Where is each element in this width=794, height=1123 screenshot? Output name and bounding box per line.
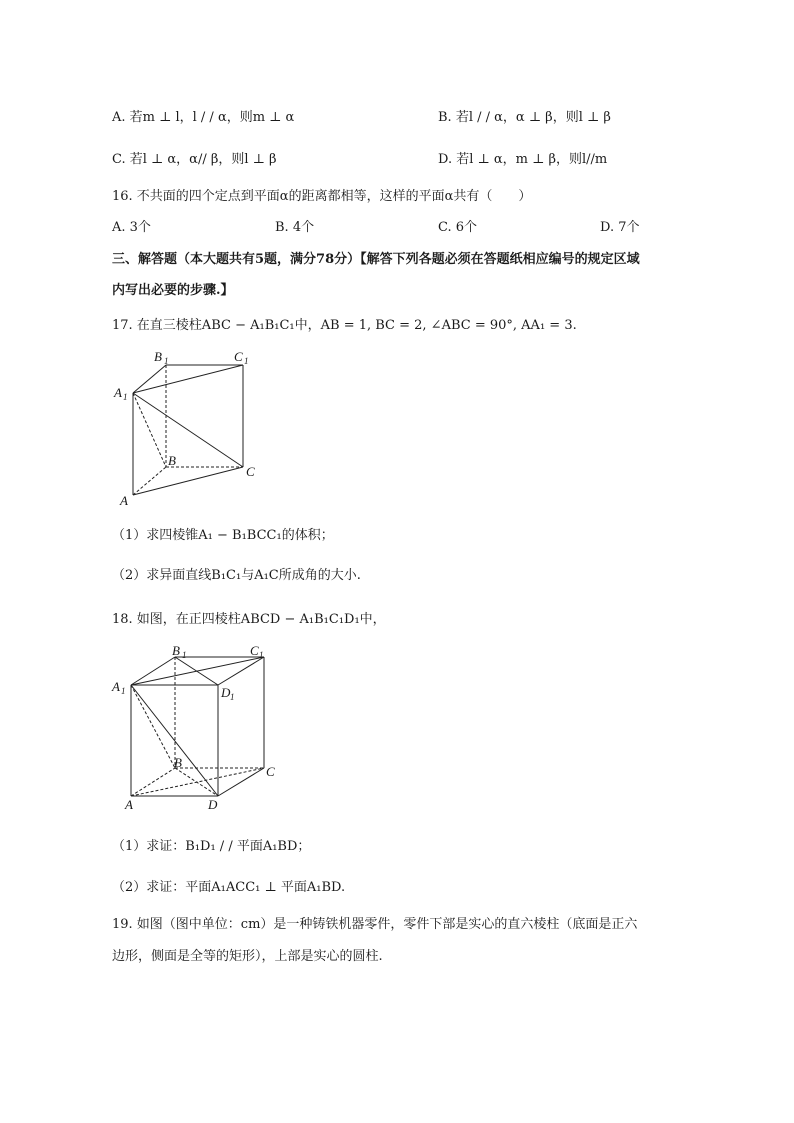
q19-line1: 19. 如图（图中单位：cm）是一种铸铁机器零件，零件下部是实心的直六棱柱（底面是正六 — [112, 917, 638, 932]
svg-text:1: 1 — [259, 650, 264, 660]
label-d: D — [208, 797, 218, 812]
q16-option-c: C. 6个 — [438, 220, 478, 235]
q18-prism-figure — [110, 640, 285, 820]
section-heading-line1: 三、解答题（本大题共有5题，满分78分）【解答下列各题必须在答题纸相应编号的规定区域 — [112, 252, 640, 267]
q15-option-a: A. 若m ⊥ l，l / / α，则m ⊥ α — [112, 110, 295, 125]
q17-prism-figure — [110, 345, 270, 510]
q18-part2: （2）求证：平面A₁ACC₁ ⊥ 平面A₁BD. — [112, 880, 346, 895]
q15-option-c: C. 若l ⊥ α，α// β，则l ⊥ β — [112, 152, 277, 167]
svg-text:1: 1 — [230, 692, 235, 702]
edge-a1b-hidden — [131, 685, 175, 768]
label-c1: C — [250, 643, 259, 658]
q18-part1: （1）求证：B₁D₁ / / 平面A₁BD； — [112, 839, 311, 854]
svg-text:1: 1 — [164, 356, 169, 366]
edge-c1d1 — [218, 657, 264, 685]
label-c: C — [246, 464, 255, 479]
label-d1: D — [221, 685, 231, 700]
q17-stem: 17. 在直三棱柱ABC − A₁B₁C₁中，AB = 1, BC = 2, ∠ABC = 90°, AA₁ = 3. — [112, 318, 577, 333]
q16-option-b: B. 4个 — [275, 220, 315, 235]
q16-stem: 16. 不共面的四个定点到平面α的距离都相等，这样的平面α共有（ ） — [112, 189, 532, 204]
edge-ac-hidden — [131, 768, 264, 796]
label-b1: B — [154, 349, 162, 364]
edge-a1c1 — [131, 657, 264, 685]
section-heading-line2: 内写出必要的步骤.】 — [112, 283, 234, 298]
q16-option-a: A. 3个 — [112, 220, 151, 235]
svg-text:1: 1 — [123, 392, 128, 402]
label-b1: B — [172, 643, 180, 658]
q17-part1: （1）求四棱锥A₁ − B₁BCC₁的体积； — [112, 528, 334, 543]
edge-dc — [218, 768, 264, 796]
label-a1: A — [112, 679, 120, 694]
q15-option-b: B. 若l / / α，α ⊥ β，则l ⊥ β — [438, 110, 611, 125]
edge-a1d — [131, 685, 218, 796]
svg-text:1: 1 — [121, 686, 126, 696]
label-b: B — [174, 755, 182, 770]
label-a1: A — [114, 385, 122, 400]
q17-part2: （2）求异面直线B₁C₁与A₁C所成角的大小. — [112, 568, 361, 583]
q18-stem: 18. 如图，在正四棱柱ABCD − A₁B₁C₁D₁中， — [112, 612, 386, 627]
label-c: C — [266, 764, 275, 779]
svg-text:1: 1 — [244, 356, 249, 366]
label-a: A — [125, 797, 133, 812]
q19-line2: 边形，侧面是全等的矩形），上部是实心的圆柱. — [112, 949, 383, 964]
q15-option-d: D. 若l ⊥ α，m ⊥ β，则l//m — [438, 152, 608, 167]
svg-text:1: 1 — [182, 650, 187, 660]
q16-option-d: D. 7个 — [600, 220, 640, 235]
label-b: B — [168, 453, 176, 468]
label-a: A — [120, 493, 128, 508]
label-c1: C — [234, 349, 243, 364]
